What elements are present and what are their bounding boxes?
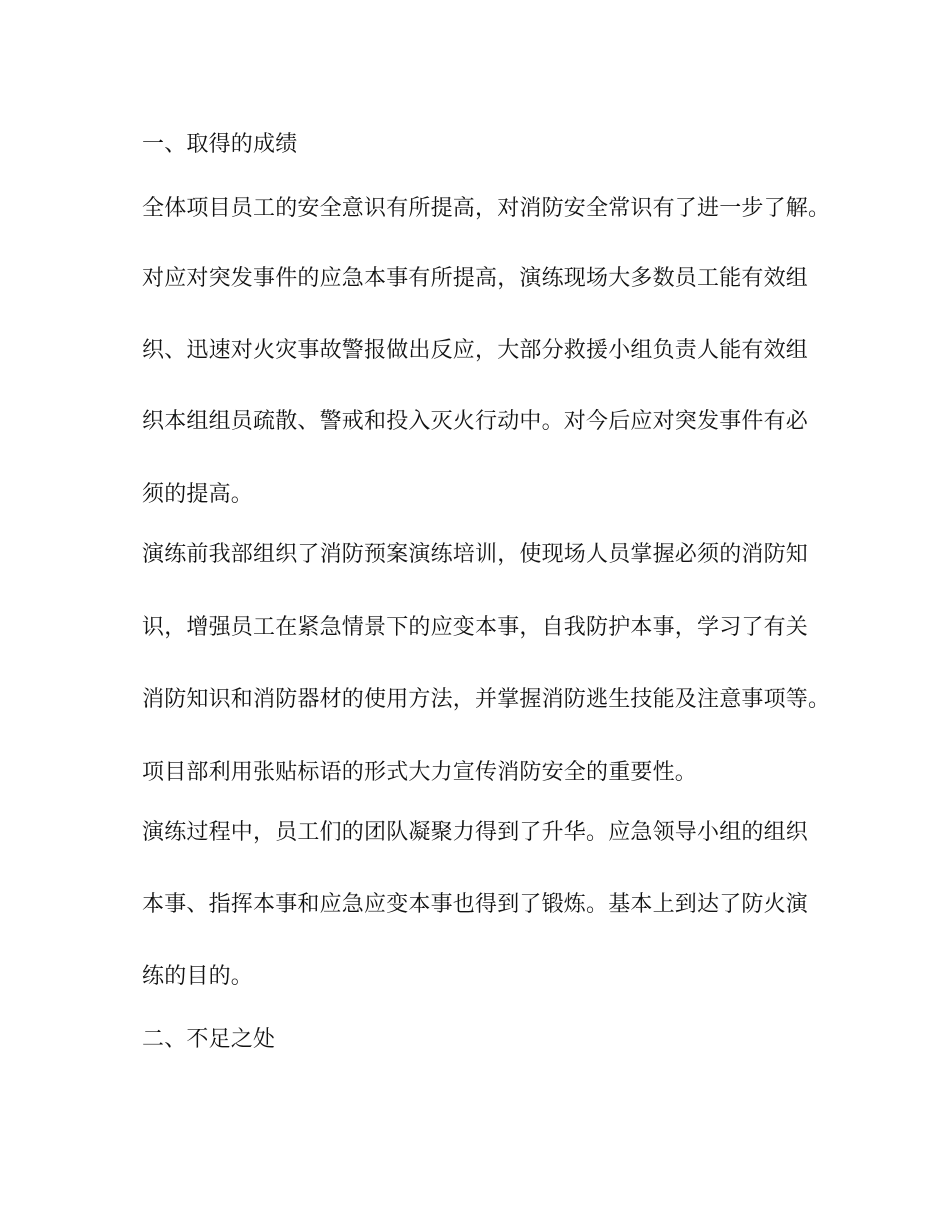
paragraph-emergency-line-4: 须的提高。 (142, 482, 254, 507)
paragraph-training-line-2: 识，增强员工在紧急情景下的应变本事，自我防护本事，学习了有关 (142, 615, 809, 640)
paragraph-teamwork-line-3: 练的目的。 (142, 964, 254, 989)
paragraph-safety-awareness: 全体项目员工的安全意识有所提高，对消防安全常识有了进一步了解。 (142, 196, 831, 221)
paragraph-publicity: 项目部利用张贴标语的形式大力宣传消防安全的重要性。 (142, 760, 698, 785)
paragraph-training-line-1: 演练前我部组织了消防预案演练培训，使现场人员掌握必须的消防知 (142, 542, 809, 567)
paragraph-emergency-line-2: 织、迅速对火灾事故警报做出反应，大部分救援小组负责人能有效组 (142, 338, 809, 363)
section-heading-achievements: 一、取得的成绩 (142, 132, 298, 157)
paragraph-emergency-line-3: 织本组组员疏散、警戒和投入灭火行动中。对今后应对突发事件有必 (142, 409, 809, 434)
paragraph-teamwork-line-2: 本事、指挥本事和应急应变本事也得到了锻炼。基本上到达了防火演 (142, 892, 809, 917)
paragraph-training-line-3: 消防知识和消防器材的使用方法，并掌握消防逃生技能及注意事项等。 (142, 687, 831, 712)
paragraph-emergency-line-1: 对应对突发事件的应急本事有所提高，演练现场大多数员工能有效组 (142, 266, 809, 291)
paragraph-teamwork-line-1: 演练过程中，员工们的团队凝聚力得到了升华。应急领导小组的组织 (142, 820, 809, 845)
section-heading-shortcomings: 二、不足之处 (142, 1027, 276, 1052)
